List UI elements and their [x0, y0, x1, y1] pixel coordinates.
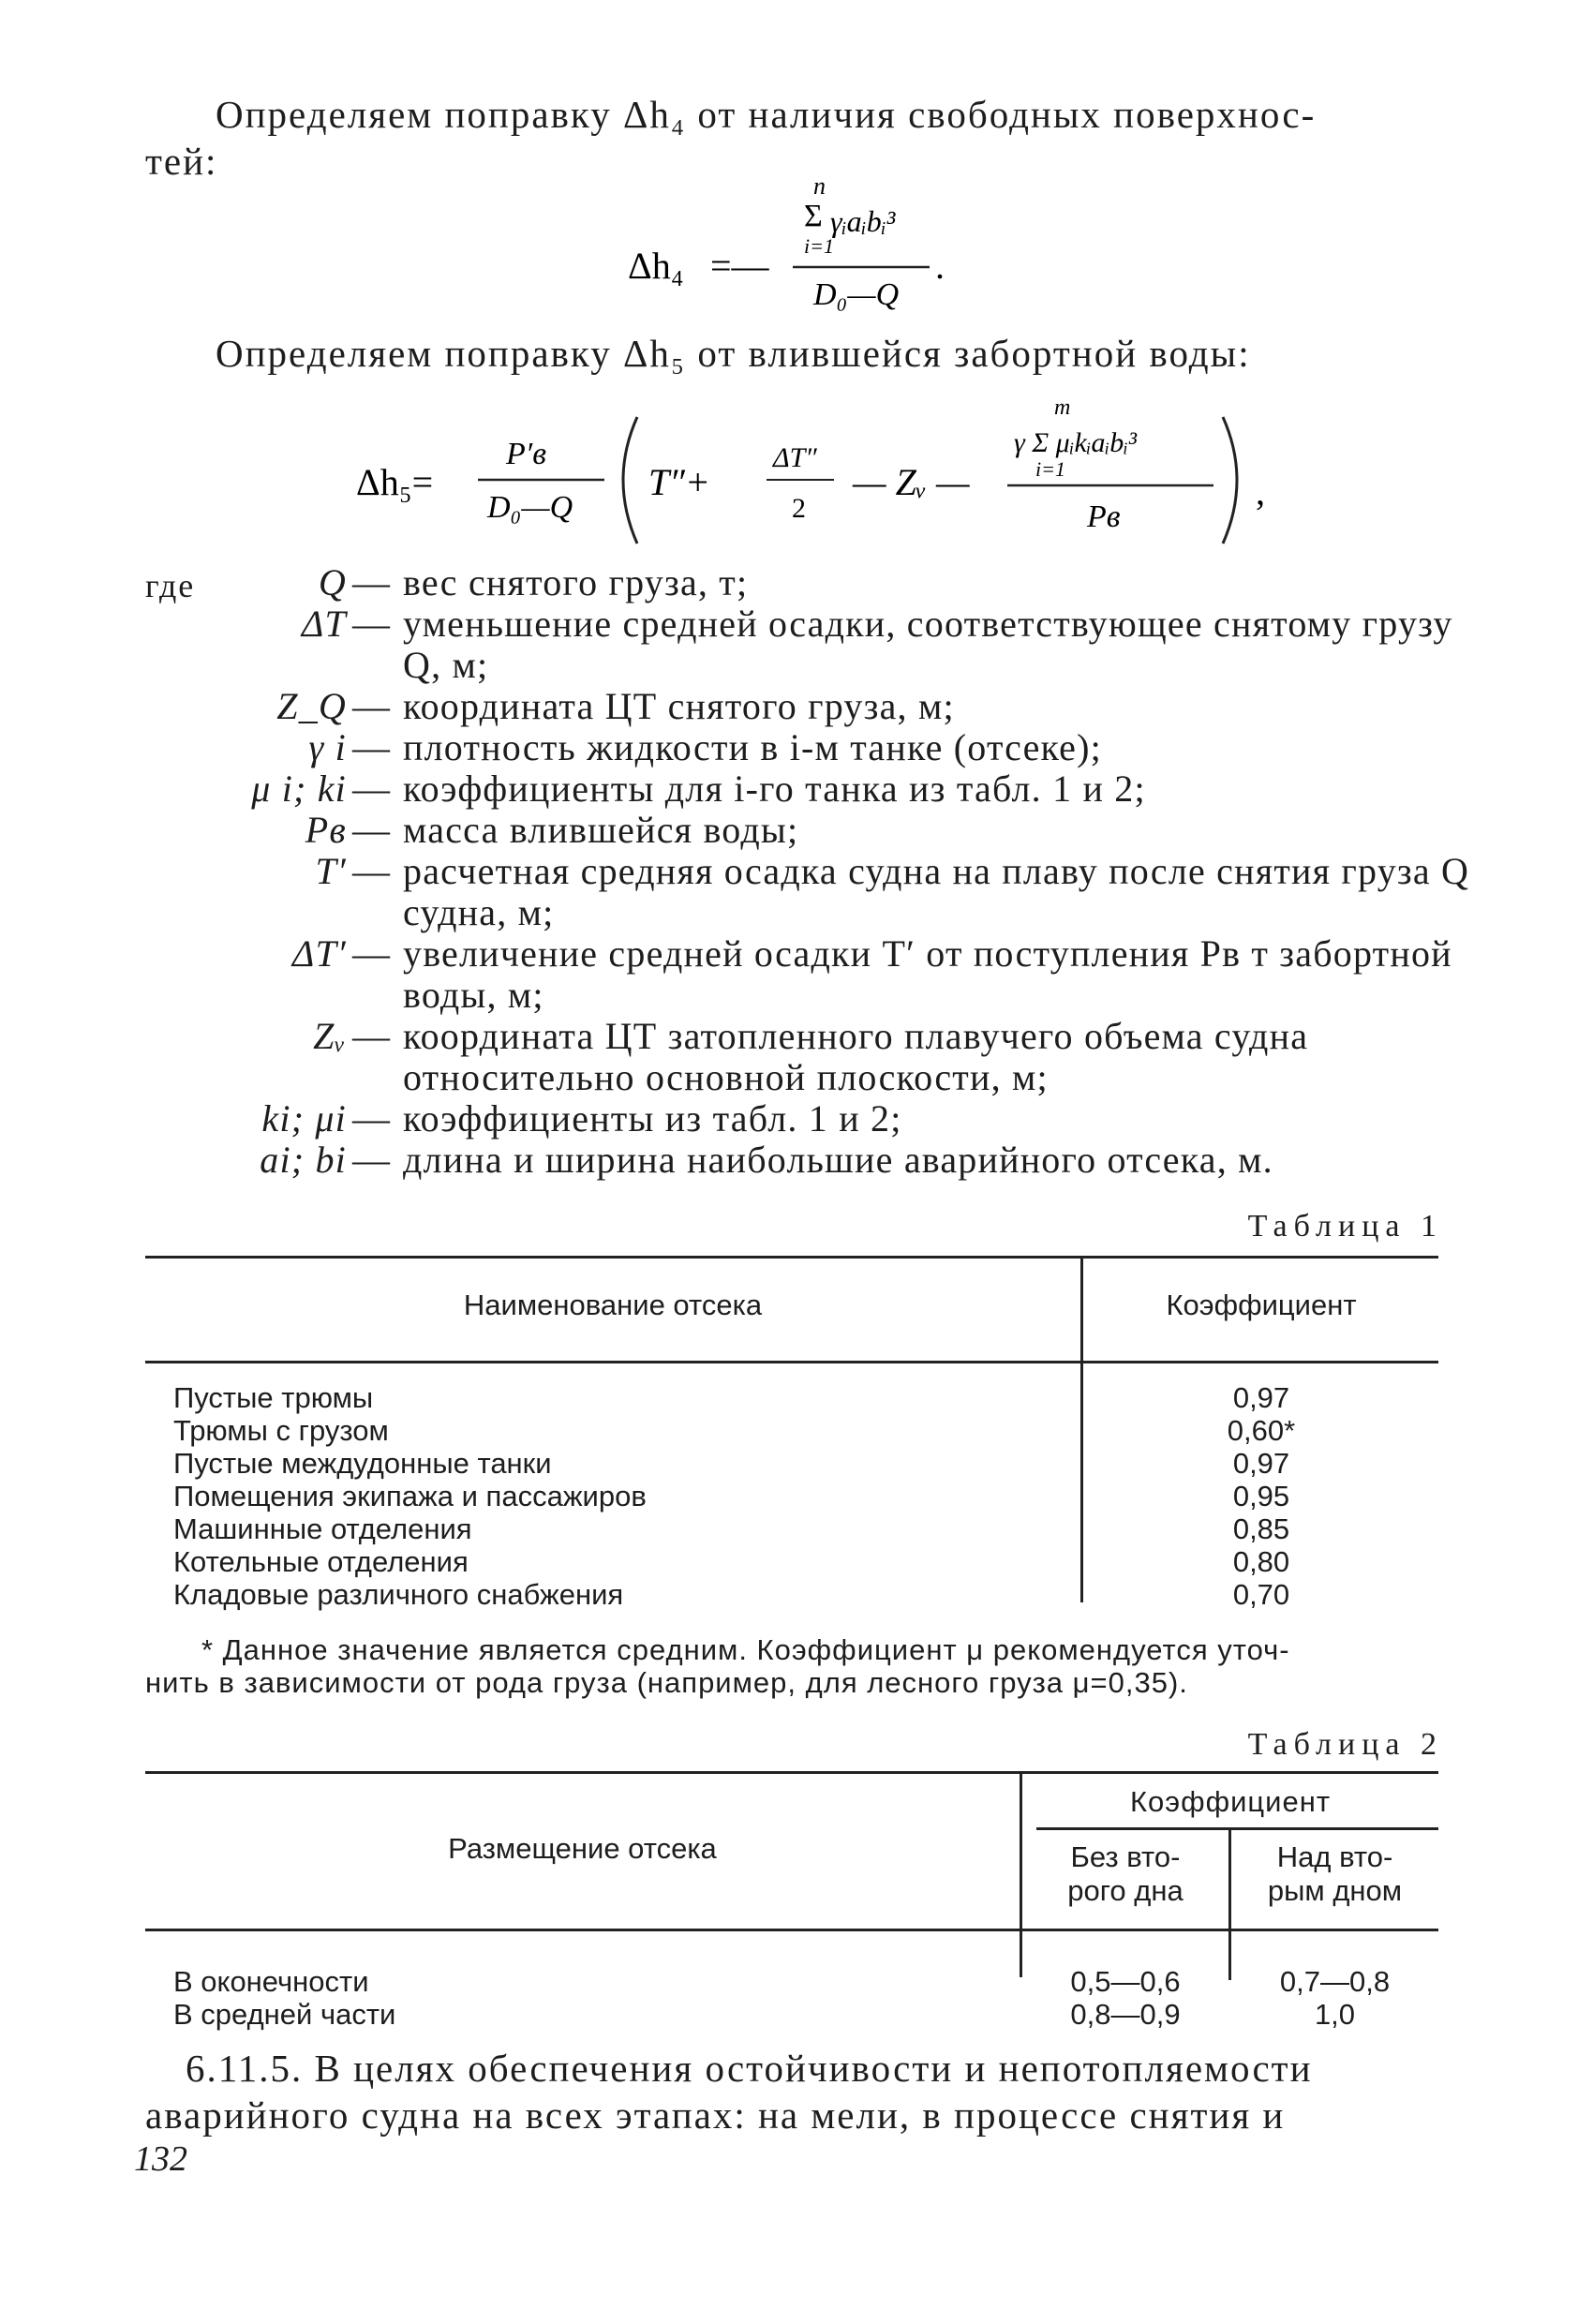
- intro-h5: Определяем поправку Δh₅ от влившейся забортной воды:: [216, 332, 1251, 375]
- page-number: 132: [134, 2139, 187, 2179]
- table2-row-with: 0,7—0,8: [1279, 1965, 1391, 1998]
- definition-item: γ i — плотность жидкости в i-м танке (отсеке);: [159, 727, 1471, 768]
- formula-h5-minus-z: — Zᵥ —: [853, 461, 970, 503]
- table2-header-rule: [145, 1929, 1438, 1931]
- definition-item: ai; bi — длина и ширина наибольшие аварийного отсека, м.: [159, 1140, 1471, 1181]
- table1-row-name: Трюмы с грузом: [173, 1414, 389, 1447]
- definition-symbol: ΔT: [301, 603, 347, 645]
- formula-h5-right-paren: [1223, 417, 1237, 544]
- table1-row-name: Машинные отделения: [173, 1512, 472, 1545]
- table2-row-without: 0,8—0,9: [1070, 1998, 1181, 2031]
- table2-sub-without-line1: Без вто-: [1070, 1840, 1181, 1873]
- formula-h5-left-paren: [623, 417, 637, 544]
- table2-top-rule: [145, 1771, 1438, 1774]
- formula-h5-tail: ,: [1256, 470, 1265, 513]
- formula-h5-frac1-num: P′в: [506, 437, 546, 471]
- definition-text: масса влившейся воды;: [403, 809, 799, 851]
- definition-item: Pв — масса влившейся воды;: [159, 810, 1471, 851]
- intro-h4-line2: тей:: [145, 140, 218, 183]
- formula-h4-sum-sign: Σ: [804, 199, 823, 233]
- formula-h4-sum-top: n: [813, 173, 826, 200]
- formula-h4-tail: .: [935, 245, 945, 287]
- table1-row-name: Помещения экипажа и пассажиров: [173, 1480, 647, 1512]
- table1-row-value: 0,60*: [1227, 1414, 1296, 1447]
- definition-symbol: μ i; ki: [251, 767, 347, 810]
- definition-text: координата ЦТ затопленного плавучего объема судна относительно основной плоскости, м;: [403, 1015, 1309, 1098]
- definition-symbol: γ i: [308, 726, 347, 768]
- table1-caption: Таблица 1: [1247, 1209, 1443, 1244]
- definition-item: μ i; ki — коэффициенты для i-го танка из табл. 1 и 2;: [159, 768, 1471, 810]
- definition-symbol: Pв: [305, 809, 347, 851]
- formula-h5-t-term: T″+: [648, 461, 710, 503]
- formula-h4-sum-bottom: i=1: [804, 234, 834, 258]
- formula-h4-denominator: D₀—Q: [813, 277, 900, 312]
- definition-symbol: ki; μi: [261, 1097, 347, 1140]
- formula-h5-frac2-den: Pв: [1087, 499, 1121, 534]
- formula-h4-numerator: γᵢaᵢbᵢ³: [830, 204, 896, 238]
- table1-header-rule: [145, 1361, 1438, 1363]
- formula-h5-dT-den: 2: [792, 493, 806, 524]
- table2-group-rule: [1036, 1827, 1438, 1830]
- table1-header-name: Наименование отсека: [463, 1289, 763, 1321]
- formula-h5-frac1-den: D₀—Q: [487, 490, 573, 525]
- definition-text: вес снятого груза, т;: [403, 561, 749, 603]
- definition-symbol: ai; bi: [260, 1139, 347, 1181]
- table1-header-coef: Коэффициент: [1166, 1289, 1357, 1321]
- definition-symbol: ΔT′: [291, 932, 347, 975]
- formula-h5-lhs: Δh₅=: [356, 461, 434, 503]
- where-word: где: [145, 567, 196, 604]
- table2-header-group: Коэффициент: [1129, 1785, 1332, 1818]
- table2-row-name: В средней части: [173, 1998, 396, 2031]
- definition-text: расчетная средняя осадка судна на плаву после снятия груза Q судна, м;: [403, 850, 1470, 933]
- formula-h4: [562, 173, 984, 323]
- definition-item: Zᵥ — координата ЦТ затопленного плавучего объема судна относительно основной плоскости, м;: [159, 1016, 1471, 1098]
- table1-row-value: 0,97: [1232, 1447, 1290, 1480]
- definition-symbol: T′: [315, 850, 347, 892]
- table1-row-value: 0,70: [1232, 1578, 1290, 1611]
- table2-row-with: 1,0: [1314, 1998, 1356, 2031]
- definition-symbol: Q: [318, 561, 347, 603]
- definition-text: длина и ширина наибольшие аварийного отсека, м.: [403, 1139, 1273, 1181]
- table1-top-rule: [145, 1256, 1438, 1259]
- definition-item: Z_Q — координата ЦТ снятого груза, м;: [159, 686, 1471, 727]
- definition-item: ki; μi — коэффициенты из табл. 1 и 2;: [159, 1098, 1471, 1140]
- definition-item: Q — вес снятого груза, т;: [159, 562, 1471, 603]
- table2-caption: Таблица 2: [1247, 1727, 1443, 1762]
- table1-row-value: 0,85: [1232, 1512, 1290, 1545]
- formula-h5: [337, 394, 1321, 558]
- table1-footnote-line1: * Данное значение является средним. Коэффициент μ рекомендуется уточ-: [201, 1633, 1290, 1666]
- formula-h5-dT-num: ΔT″: [773, 442, 817, 473]
- definition-text: увеличение средней осадки T′ от поступления Pв т забортной воды, м;: [403, 932, 1452, 1016]
- table1-row-value: 0,97: [1232, 1381, 1290, 1414]
- formula-h5-sum-bottom: i=1: [1035, 457, 1065, 481]
- table2-sub-with-line1: Над вто-: [1276, 1840, 1393, 1873]
- formula-h5-sum-top: m: [1054, 395, 1071, 420]
- definition-text: уменьшение средней осадки, соответствующее снятому грузу Q, м;: [403, 603, 1453, 686]
- section-line2: аварийного судна на всех этапах: на мели, в процессе снятия и: [145, 2093, 1286, 2137]
- formula-h4-equals: =—: [710, 245, 769, 287]
- definition-text: координата ЦТ снятого груза, м;: [403, 685, 955, 727]
- formula-h4-lhs: Δh₄: [628, 245, 684, 287]
- definition-symbol: Zᵥ: [313, 1015, 347, 1057]
- table2-row-without: 0,5—0,6: [1070, 1965, 1181, 1998]
- table2-sub-without-line2: рого дна: [1067, 1874, 1184, 1907]
- definition-text: коэффициенты из табл. 1 и 2;: [403, 1097, 902, 1140]
- definition-symbol: Z_Q: [276, 685, 347, 727]
- table2-header-name: Размещение отсека: [448, 1832, 717, 1865]
- table2-sub-with-line2: рым дном: [1267, 1874, 1403, 1907]
- definition-item: ΔT′ — увеличение средней осадки T′ от поступления Pв т забортной воды, м;: [159, 933, 1471, 1016]
- table1-footnote-line2: нить в зависимости от рода груза (например, для лесного груза μ=0,35).: [145, 1666, 1188, 1699]
- table1-row-name: Котельные отделения: [173, 1545, 469, 1578]
- intro-h4-line1: Определяем поправку Δh₄ от наличия свободных поверхнос-: [216, 93, 1317, 136]
- table1-row-name: Пустые междудонные танки: [173, 1447, 552, 1480]
- definition-item: ΔT — уменьшение средней осадки, соответствующее снятому грузу Q, м;: [159, 603, 1471, 686]
- table1-row-value: 0,95: [1232, 1480, 1290, 1512]
- table1-row-name: Пустые трюмы: [173, 1381, 374, 1414]
- definition-text: коэффициенты для i-го танка из табл. 1 и 2;: [403, 767, 1146, 810]
- section-line1: 6.11.5. В целях обеспечения остойчивости и непотопляемости: [186, 2047, 1313, 2090]
- formula-h5-sum-expr: γ Σ μᵢkᵢaᵢbᵢ³: [1014, 427, 1138, 458]
- table2-row-name: В оконечности: [173, 1965, 369, 1998]
- definition-item: T′ — расчетная средняя осадка судна на плаву после снятия груза Q судна, м;: [159, 851, 1471, 933]
- definitions-list: [159, 562, 1471, 1181]
- table1-row-name: Кладовые различного снабжения: [173, 1578, 624, 1611]
- definition-text: плотность жидкости в i-м танке (отсеке);: [403, 726, 1102, 768]
- table1-row-value: 0,80: [1232, 1545, 1290, 1578]
